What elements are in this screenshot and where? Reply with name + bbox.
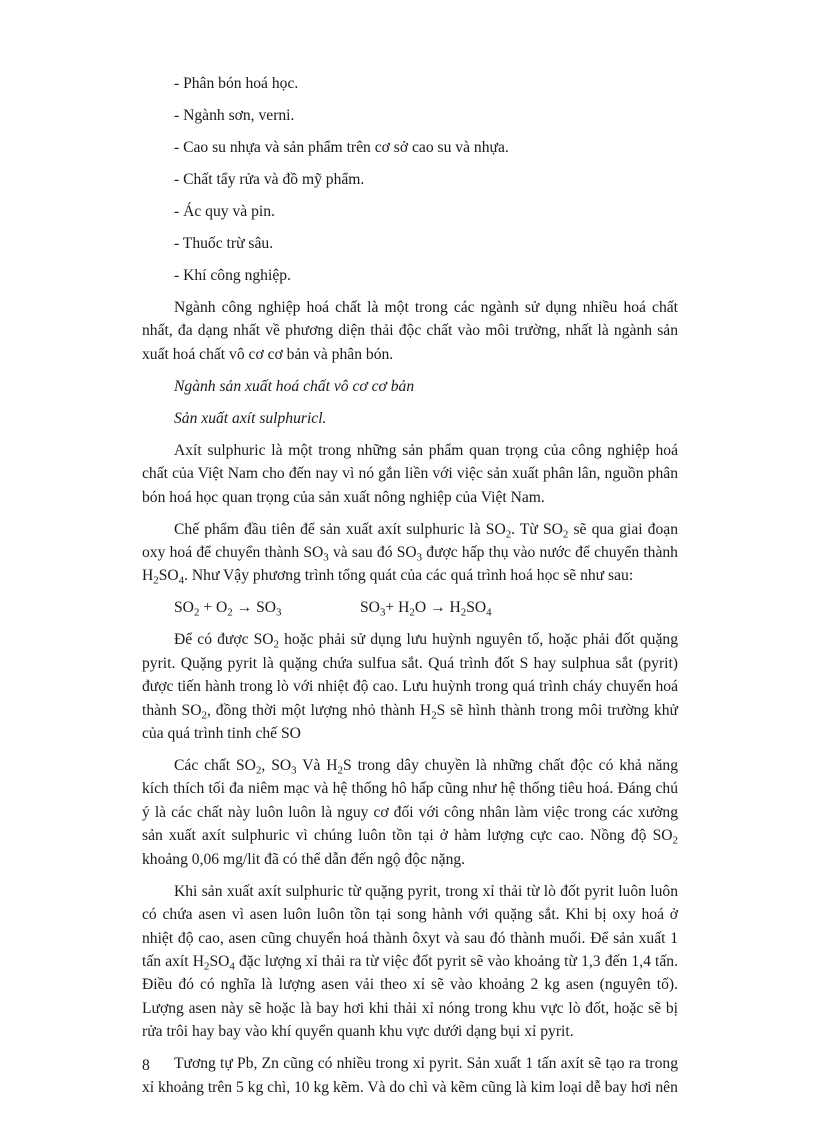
paragraph-process: Chế phẩm đầu tiên để sản xuất axít sulphuric là $SO_2$. Từ $SO_2$ sẽ qua giai đoạn oxy hoá để chuyển thành $SO_3$ và sau đó $SO_3$ được hấp thụ vào nước để chuyển thành $H_2SO_4$. Như Vậy phương trình tổng quát của các quá trình hoá học sẽ như sau: [142,520,678,587]
equation-line [142,596,678,619]
page-body [142,72,678,1108]
paragraph-pyrite: Để có được $SO_2$ hoặc phải sử dụng lưu huỳnh nguyên tố, hoặc phải đốt quặng pyrit. Quặng pyrit là quặng chứa sulfua sắt. Quá trình đốt S hay sulphua sắt (pyrit) được tiến hành trong lò với nhiệt độ cao. Lưu huỳnh trong quá trình cháy chuyển hoá thành $SO_2$, đồng thời một lượng nhỏ thành $H_2S$ sẽ hình thành trong môi trường khử của quá trình tinh chế SO [142,631,679,743]
equation-2: $SO_3+ H_2O \to H_2SO_4$ [360,599,492,619]
list-item: - Chất tẩy rửa và đồ mỹ phẩm. [174,171,365,188]
page-number: 8 [142,1057,150,1074]
paragraph-toxic: Các chất $SO_2$, $SO_3$ Và $H_2S$ trong dây chuyền là những chất độc có khả năng kích thích tối đa niêm mạc và hệ thống hô hấp cũng như hệ thống tiêu hoá. Đáng chú ý là các chất này luôn luôn là nguy cơ đối với công nhân làm việc trong các xưởng sản xuất axít sulphuric vì chúng luôn tồn tại ở hàm lượng cực cao. Nồng độ $SO_2$ khoảng 0,06 mg/lit đã có thể dẫn đến ngộ độc nặng. [142,757,679,868]
paragraph-lead-zinc: Tương tự Pb, Zn cũng có nhiều trong xỉ pyrit. Sản xuất 1 tấn axít sẽ tạo ra trong xỉ khoảng trên 5 kg chì, 10 kg kẽm. Và do chì và kẽm cũng là kim loại dễ bay hơi nên [142,1055,678,1096]
list-item: - Cao su nhựa và sản phẩm trên cơ sở cao su và nhựa. [174,139,509,156]
paragraph-arsenic: Khi sản xuất axít sulphuric từ quặng pyrit, trong xỉ thải từ lò đốt pyrit luôn luôn có chứa asen vì asen luôn luôn tồn tại song hành với quặng sắt. Khi bị oxy hoá ở nhiệt độ cao, asen cũng chuyển hoá thành ôxyt và sau đó thành muối. Để sản xuất 1 tấn axít $H_2SO_4$ đặc lượng xỉ thải ra từ việc đốt pyrit sẽ vào khoảng từ 1,3 đến 1,4 tấn. Điều đó có nghĩa là lượng asen vải theo xỉ sẽ vào khoảng 2 kg asen (nguyên tố). Lượng asen này sẽ hoặc là bay hơi khi thải xỉ nóng trong khu vực lò đốt, hoặc sẽ bị rửa trôi hay bay vào khí quyển quanh khu vực dưới dạng bụi xỉ pyrit. [142,882,678,1041]
equation-1: $SO_2 + O_2 \to SO_3$ [174,599,282,619]
subsection-heading: Sản xuất axít sulphuricl. [174,409,327,427]
list-item: - Ác quy và pin. [174,203,275,220]
section-heading: Ngành sản xuất hoá chất vô cơ cơ bản [174,377,415,395]
list-item: - Thuốc trừ sâu. [174,235,274,252]
bullet-list [142,72,678,287]
list-item: - Khí công nghiệp. [174,267,291,284]
paragraph-sulphuric: Axít sulphuric là một trong những sản phẩm quan trọng của công nghiệp hoá chất của Việt Nam cho đến nay vì nó gắn liền với việc sản xuất phân lân, nguồn phân bón hoá học quan trọng của sản xuất nông nghiệp của Việt Nam. [142,441,678,506]
list-item: - Phân bón hoá học. [174,75,299,92]
paragraph-industry: Ngành công nghiệp hoá chất là một trong các ngành sử dụng nhiều hoá chất nhất, đa dạng nhất về phương diện thải độc chất vào môi trường, nhất là ngành sản xuất hoá chất vô cơ cơ bản và phân bón. [142,299,678,363]
list-item: - Ngành sơn, verni. [174,107,295,124]
